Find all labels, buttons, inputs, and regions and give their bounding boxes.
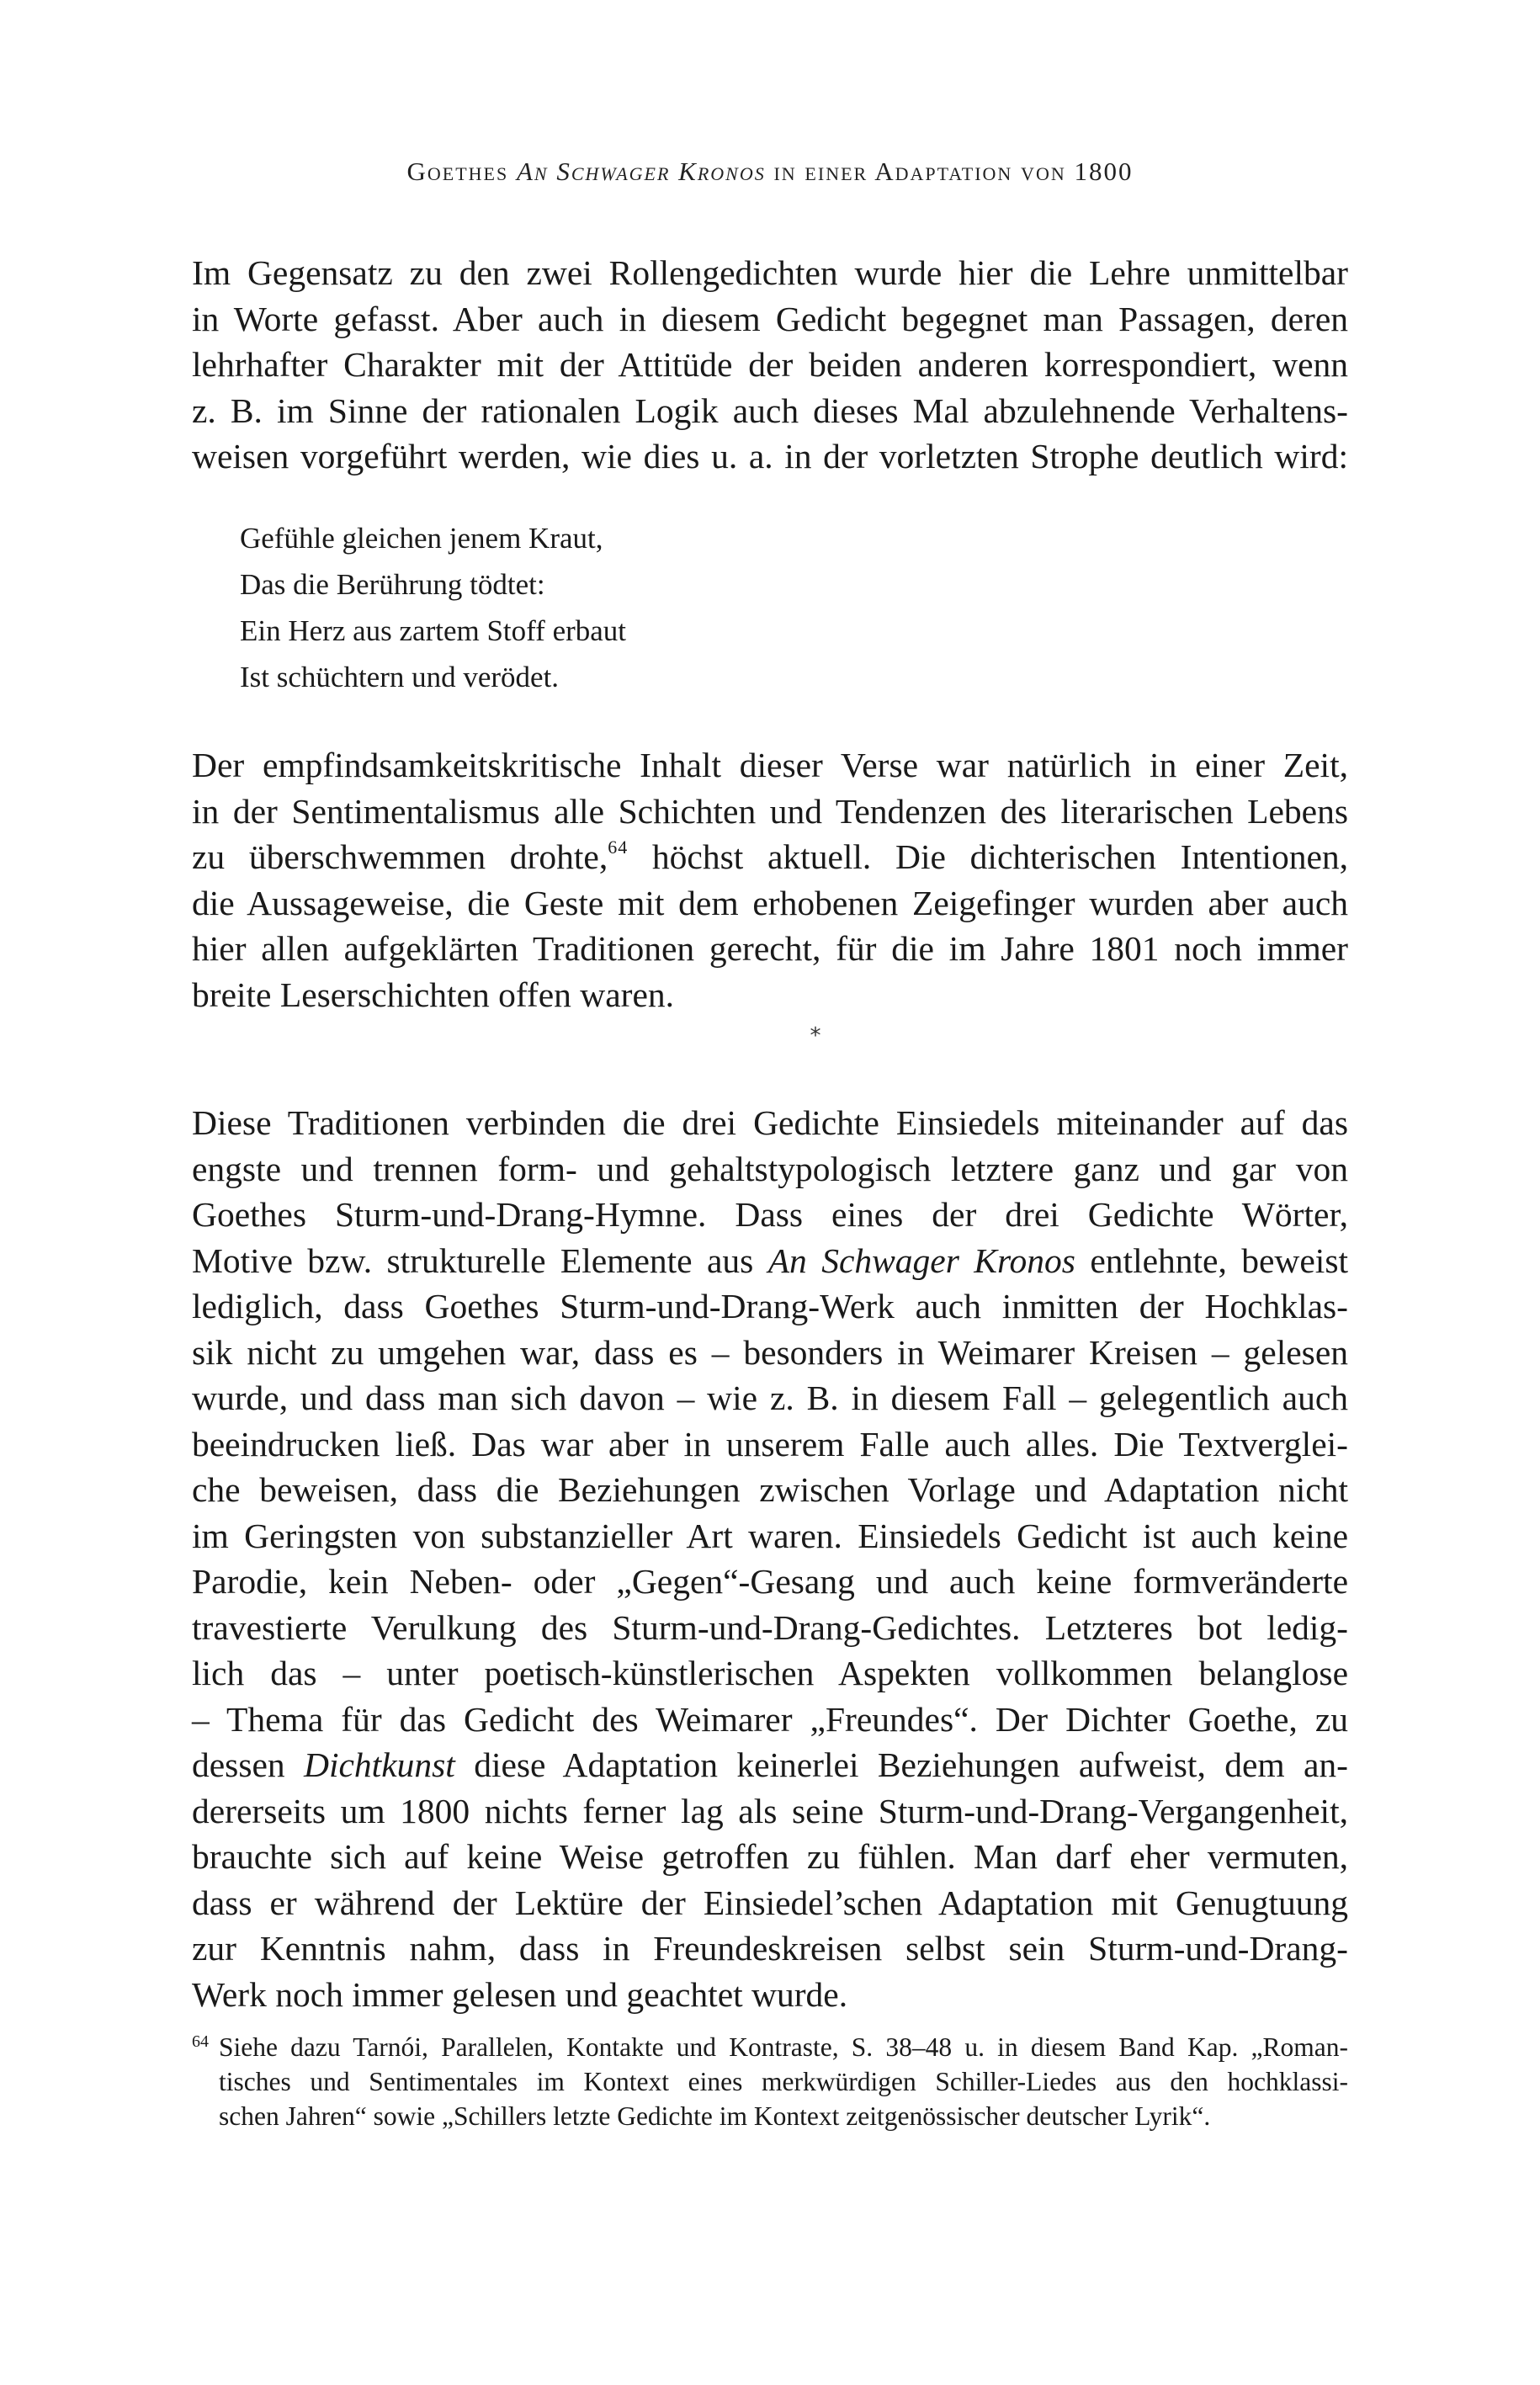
paragraph-3-line <box>192 1742 1348 1788</box>
paragraph-3-line: brauchte sich auf keine Weise getroffen zu fühlen. Man darf eher vermuten, <box>192 1837 1348 1876</box>
paragraph-3-line: dererseits um 1800 nichts ferner lag als seine Sturm-und-Drang-Vergangenheit, <box>192 1791 1348 1830</box>
footnote-64 <box>192 2030 1348 2133</box>
verse-line: Gefühle gleichen jenem Kraut, <box>240 522 603 555</box>
paragraph-3-line-15-text: dessen <box>192 1745 305 1784</box>
paragraph-2-line: die Aussageweise, die Geste mit dem erhobenen Zeigefinger wurden aber auch <box>192 883 1348 922</box>
footnote-line: Siehe dazu Tarnói, Parallelen, Kontakte und Kontraste, S. 38–48 u. in diesem Band Kap. „Roman- <box>219 2032 1348 2062</box>
paragraph-1-line: lehrhafter Charakter mit der Attitüde der beiden anderen korrespondiert, wenn <box>192 345 1348 384</box>
paragraph-2-line <box>192 834 1348 880</box>
verse-quotation <box>240 515 626 700</box>
paragraph-3-line: engste und trennen form- und gehaltstypologisch letztere ganz und gar von <box>192 1149 1348 1188</box>
paragraph-2-line: in der Sentimentalismus alle Schichten und Tendenzen des literarischen Lebens <box>192 791 1348 831</box>
paragraph-2-line-3-text-cont: höchst aktuell. Die dichterischen Intentionen, <box>628 837 1349 876</box>
paragraph-2-line: breite Leserschichten offen waren. <box>192 975 675 1014</box>
paragraph-1-line: z. B. im Sinne der rationalen Logik auch dieses Mal abzulehnende Verhaltens- <box>192 390 1348 430</box>
footnote-body <box>219 2030 1348 2133</box>
paragraph-3 <box>192 1100 1348 2017</box>
italic-title-an-schwager-kronos: An Schwager Kronos <box>767 1240 1075 1280</box>
paragraph-1-line: in Worte gefasst. Aber auch in diesem Gedicht begegnet man Passagen, deren <box>192 299 1348 338</box>
footnote-line: tisches und Sentimentales im Kontext eines merkwürdigen Schiller-Liedes aus den hochklassi- <box>219 2067 1348 2096</box>
paragraph-3-line: che beweisen, dass die Beziehungen zwischen Vorlage und Adaptation nicht <box>192 1470 1348 1509</box>
running-header <box>192 157 1348 187</box>
section-divider-asterisk: * <box>810 1023 821 1049</box>
footnote-line: schen Jahren“ sowie „Schillers letzte Gedichte im Kontext zeitgenössischer deutscher Lyrik“. <box>219 2101 1211 2131</box>
paragraph-3-line: beeindrucken ließ. Das war aber in unserem Falle auch alles. Die Textverglei- <box>192 1424 1348 1463</box>
paragraph-3-line-15-text-cont: diese Adaptation keinerlei Beziehungen aufweist, dem an- <box>454 1745 1349 1784</box>
verse-line: Das die Berührung tödtet: <box>240 568 545 601</box>
paragraph-2-line: hier allen aufgeklärten Traditionen gerecht, für die im Jahre 1801 noch immer <box>192 929 1348 968</box>
italic-term-dichtkunst: Dichtkunst <box>304 1745 455 1784</box>
paragraph-3-line <box>192 1238 1348 1284</box>
paragraph-3-line: Goethes Sturm-und-Drang-Hymne. Dass eines der drei Gedichte Wörter, <box>192 1195 1348 1234</box>
paragraph-3-line-4-text-cont: entlehnte, beweist <box>1075 1240 1349 1280</box>
paragraph-3-line: sik nicht zu umgehen war, dass es – besonders in Weimarer Kreisen – gelesen <box>192 1332 1348 1372</box>
running-header-pre: Goethes <box>406 157 517 186</box>
paragraph-3-line: – Thema für das Gedicht des Weimarer „Freundes“. Der Dichter Goethe, zu <box>192 1699 1348 1739</box>
verse-line: Ein Herz aus zartem Stoff erbaut <box>240 614 627 647</box>
footnote-reference-64[interactable]: 64 <box>608 837 629 858</box>
verse-line: Ist schüchtern und verödet. <box>240 661 560 693</box>
paragraph-2 <box>192 742 1348 1017</box>
paragraph-2-line-3-text: zu überschwemmen drohte, <box>192 837 608 876</box>
paragraph-1-line: weisen vorgeführt werden, wie dies u. a. in der vorletzten Strophe deutlich wird: <box>192 437 1348 475</box>
paragraph-3-line: zur Kenntnis nahm, dass in Freundeskreisen selbst sein Sturm-und-Drang- <box>192 1929 1348 1968</box>
paragraph-1-line: Im Gegensatz zu den zwei Rollengedichten wurde hier die Lehre unmittelbar <box>192 253 1348 292</box>
paragraph-2-line: Der empfindsamkeitskritische Inhalt dieser Verse war natürlich in einer Zeit, <box>192 746 1348 784</box>
paragraph-3-line: wurde, und dass man sich davon – wie z. B. in diesem Fall – gelegentlich auch <box>192 1378 1348 1417</box>
paragraph-3-line: dass er während der Lektüre der Einsiedel’schen Adaptation mit Genugtuung <box>192 1883 1348 1922</box>
footnote-number: 64 <box>192 2032 209 2051</box>
paragraph-3-line: travestierte Verulkung des Sturm-und-Drang-Gedichtes. Letzteres bot ledig- <box>192 1607 1348 1647</box>
running-header-post: in einer Adaptation von 1800 <box>765 157 1134 186</box>
running-header-italic-title: An Schwager Kronos <box>516 157 766 186</box>
paragraph-3-line: Werk noch immer gelesen und geachtet wurde. <box>192 1974 848 2014</box>
paragraph-3-line: im Geringsten von substanzieller Art waren. Einsiedels Gedicht ist auch keine <box>192 1516 1348 1555</box>
paragraph-3-line: lediglich, dass Goethes Sturm-und-Drang-Werk auch inmitten der Hochklas- <box>192 1287 1348 1325</box>
paragraph-3-line: Parodie, kein Neben- oder „Gegen“-Gesang und auch keine formveränderte <box>192 1562 1348 1601</box>
paragraph-3-line: lich das – unter poetisch-künstlerischen Aspekten vollkommen belanglose <box>192 1654 1348 1692</box>
paragraph-3-line-4-text: Motive bzw. strukturelle Elemente aus <box>192 1240 768 1280</box>
paragraph-1 <box>192 250 1348 480</box>
paragraph-3-line: Diese Traditionen verbinden die drei Gedichte Einsiedels miteinander auf das <box>192 1103 1348 1142</box>
